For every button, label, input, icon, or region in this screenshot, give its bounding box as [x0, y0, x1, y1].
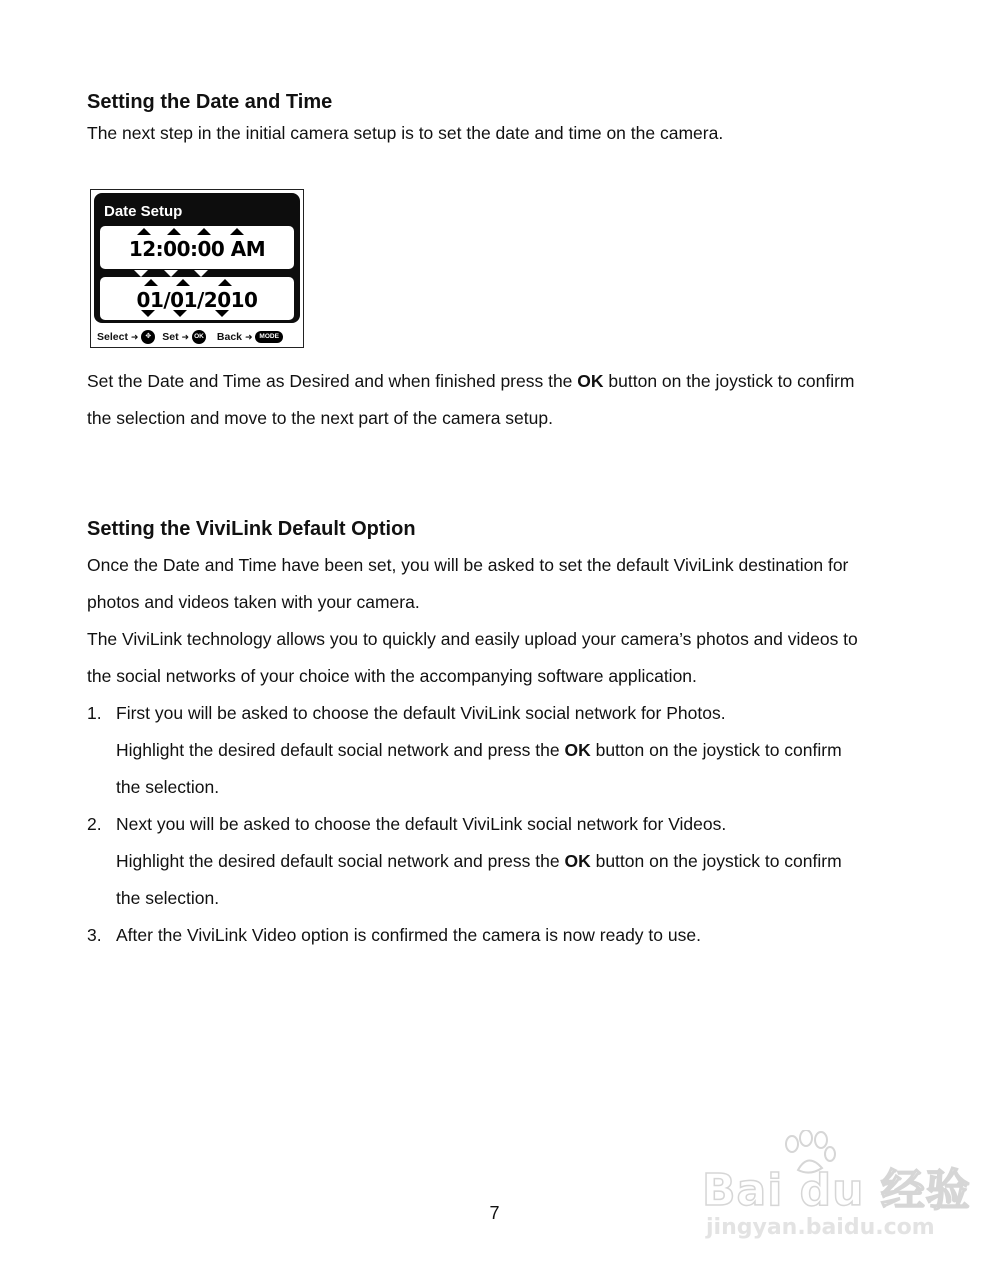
screen-display — [94, 193, 300, 323]
arrow-down-icon — [194, 270, 208, 277]
list-item-number: 2. — [87, 814, 102, 834]
arrow-up-icon — [218, 279, 232, 286]
list-item-number: 1. — [87, 703, 102, 723]
text-segment: Highlight the desired default social network and press the — [116, 740, 565, 760]
arrow-down-icon — [215, 310, 229, 317]
list-item-step2-line3: the selection. — [116, 888, 220, 908]
list-item-step2-line2 — [116, 849, 842, 873]
arrow-down-icon — [164, 270, 178, 277]
arrow-down-icon — [141, 310, 155, 317]
list-item-number: 3. — [87, 925, 102, 945]
ok-bold-text: OK — [577, 371, 604, 391]
date-time-instruction-line1 — [87, 369, 855, 393]
page-number: 7 — [489, 1203, 500, 1223]
time-value: 12:00:00 AM — [128, 237, 266, 261]
text-segment: button on the joystick to confirm — [603, 371, 855, 391]
select-hint-label: Select — [97, 331, 128, 344]
arrow-up-icon — [137, 228, 151, 235]
list-item-step3-line1: After the ViviLink Video option is confirmed the camera is now ready to use. — [116, 925, 701, 945]
baidu-watermark — [700, 1130, 971, 1245]
section-heading-date-time: Setting the Date and Time — [87, 91, 333, 113]
arrow-up-icon — [176, 279, 190, 286]
screen-title: Date Setup — [104, 203, 183, 220]
right-arrow-icon: ➜ — [130, 332, 139, 343]
vivilink-para2-line1: The ViviLink technology allows you to quickly and easily upload your camera’s photos and videos to — [87, 629, 858, 649]
mode-button-icon: MODE — [255, 331, 283, 343]
watermark-brand: Bai du 经验 — [702, 1165, 971, 1216]
list-item-step2-line1: Next you will be asked to choose the default ViviLink social network for Videos. — [116, 814, 727, 834]
right-arrow-icon: ➜ — [244, 332, 253, 343]
section-intro-date-time: The next step in the initial camera setup is to set the date and time on the camera. — [87, 123, 724, 143]
time-field — [100, 226, 294, 269]
vivilink-para2-line2: the social networks of your choice with the accompanying software application. — [87, 666, 697, 686]
joystick-icon: ✥ — [141, 330, 155, 344]
arrow-up-icon — [197, 228, 211, 235]
arrow-down-icon — [134, 270, 148, 277]
list-item-step1-line1: First you will be asked to choose the default ViviLink social network for Photos. — [116, 703, 726, 723]
date-value: 01/01/2010 — [136, 288, 258, 312]
list-item-step1-line2 — [116, 738, 842, 762]
section-heading-vivilink: Setting the ViviLink Default Option — [87, 518, 416, 540]
date-setup-screen-illustration — [90, 189, 304, 348]
ok-bold-text: OK — [564, 851, 591, 871]
right-arrow-icon: ➜ — [181, 332, 190, 343]
date-time-instruction-line2: the selection and move to the next part of the camera setup. — [87, 408, 553, 428]
text-segment: Highlight the desired default social network and press the — [116, 851, 565, 871]
list-item-step1-line3: the selection. — [116, 777, 220, 797]
arrow-up-icon — [144, 279, 158, 286]
arrow-down-icon — [173, 310, 187, 317]
text-segment: Set the Date and Time as Desired and when finished press the — [87, 371, 578, 391]
ok-bold-text: OK — [564, 740, 591, 760]
screen-footer-hints — [97, 330, 301, 344]
arrow-up-icon — [230, 228, 244, 235]
set-hint-label: Set — [162, 331, 179, 344]
vivilink-para1-line1: Once the Date and Time have been set, you will be asked to set the default ViviLink destination for — [87, 555, 849, 575]
back-hint-label: Back — [216, 331, 243, 344]
ok-button-icon: OK — [192, 330, 206, 344]
vivilink-para1-line2: photos and videos taken with your camera. — [87, 592, 420, 612]
watermark-url: jingyan.baidu.com — [706, 1215, 935, 1240]
text-segment: button on the joystick to confirm — [590, 851, 842, 871]
text-segment: button on the joystick to confirm — [590, 740, 842, 760]
date-field — [100, 277, 294, 320]
arrow-up-icon — [167, 228, 181, 235]
